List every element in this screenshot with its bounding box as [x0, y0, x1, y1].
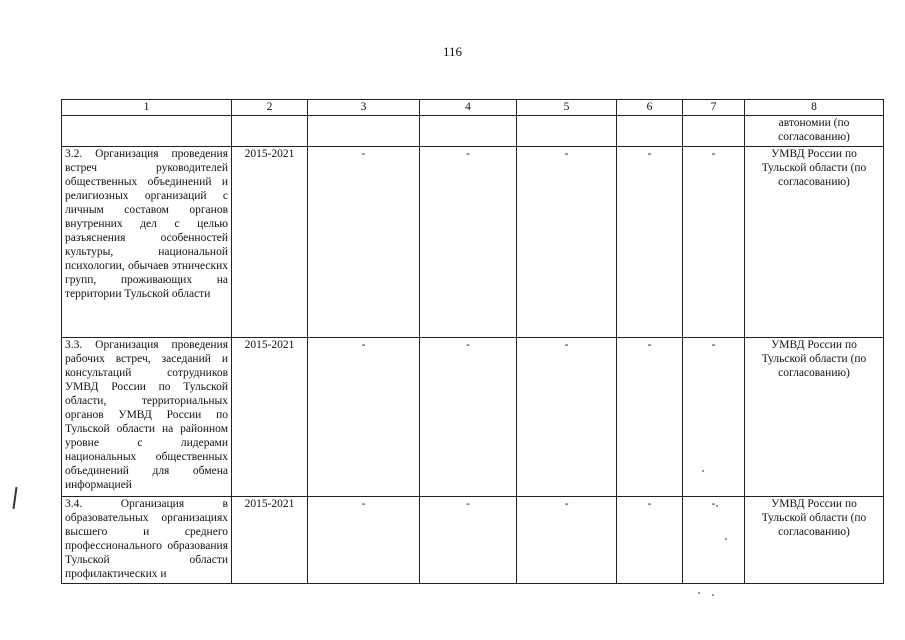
measure-description: 3.4. Организация в образовательных организациях высшего и среднего профессионального образования Тульской области профилактических и [62, 497, 232, 584]
value-cell: - [683, 147, 745, 338]
period-cell: 2015-2021 [232, 497, 308, 584]
table-row [62, 116, 884, 147]
value-cell: - [617, 338, 683, 497]
value-cell [517, 116, 617, 147]
header-col-1: 1 [62, 100, 232, 116]
period-cell: 2015-2021 [232, 147, 308, 338]
scan-speck [702, 470, 704, 472]
value-cell: - [308, 497, 420, 584]
value-cell: - [683, 338, 745, 497]
measure-description: 3.3. Организация проведения рабочих встреч, заседаний и консультаций сотрудников УМВД России по Тульской области, территориальных органов УМВД России по Тульской области на районном уровне с лидерами национальных общественных объединений для обмена информацией [62, 338, 232, 497]
value-cell [420, 116, 517, 147]
value-cell [683, 116, 745, 147]
value-cell: - [517, 338, 617, 497]
page-number: 116 [442, 44, 463, 59]
value-cell: - [420, 497, 517, 584]
responsible-cell: УМВД России по Тульской области (по согласованию) [745, 338, 884, 497]
scan-speck [725, 538, 727, 540]
table-row [62, 338, 884, 497]
header-col-5: 5 [517, 100, 617, 116]
period-cell: 2015-2021 [232, 338, 308, 497]
scan-speck [716, 505, 718, 507]
responsible-cell: автономии (по согласованию) [745, 116, 884, 147]
header-col-7: 7 [683, 100, 745, 116]
header-col-3: 3 [308, 100, 420, 116]
period-cell [232, 116, 308, 147]
header-col-4: 4 [420, 100, 517, 116]
scan-speck [698, 592, 700, 594]
value-cell: - [617, 497, 683, 584]
measure-description: 3.2. Организация проведения встреч руководителей общественных объединений и религиозных организаций с личным составом органов внутренних дел с целью разъяснения особенностей культуры, национальной психологии, обычаев этнических групп, проживающих на территории Тульской области [62, 147, 232, 338]
value-cell [617, 116, 683, 147]
value-cell: - [308, 147, 420, 338]
measure-description [62, 116, 232, 147]
value-cell [308, 116, 420, 147]
value-cell: - [517, 147, 617, 338]
scan-mark [12, 487, 17, 509]
header-row [62, 100, 884, 116]
measures-table [61, 99, 884, 584]
table-row [62, 497, 884, 584]
responsible-cell: УМВД России по Тульской области (по согласованию) [745, 497, 884, 584]
value-cell: - [420, 338, 517, 497]
value-cell: - [517, 497, 617, 584]
table-row [62, 147, 884, 338]
header-col-8: 8 [745, 100, 884, 116]
value-cell: - [683, 497, 745, 584]
responsible-cell: УМВД России по Тульской области (по согласованию) [745, 147, 884, 338]
value-cell: - [420, 147, 517, 338]
header-col-6: 6 [617, 100, 683, 116]
value-cell: - [617, 147, 683, 338]
header-col-2: 2 [232, 100, 308, 116]
scan-speck [712, 594, 714, 596]
value-cell: - [308, 338, 420, 497]
